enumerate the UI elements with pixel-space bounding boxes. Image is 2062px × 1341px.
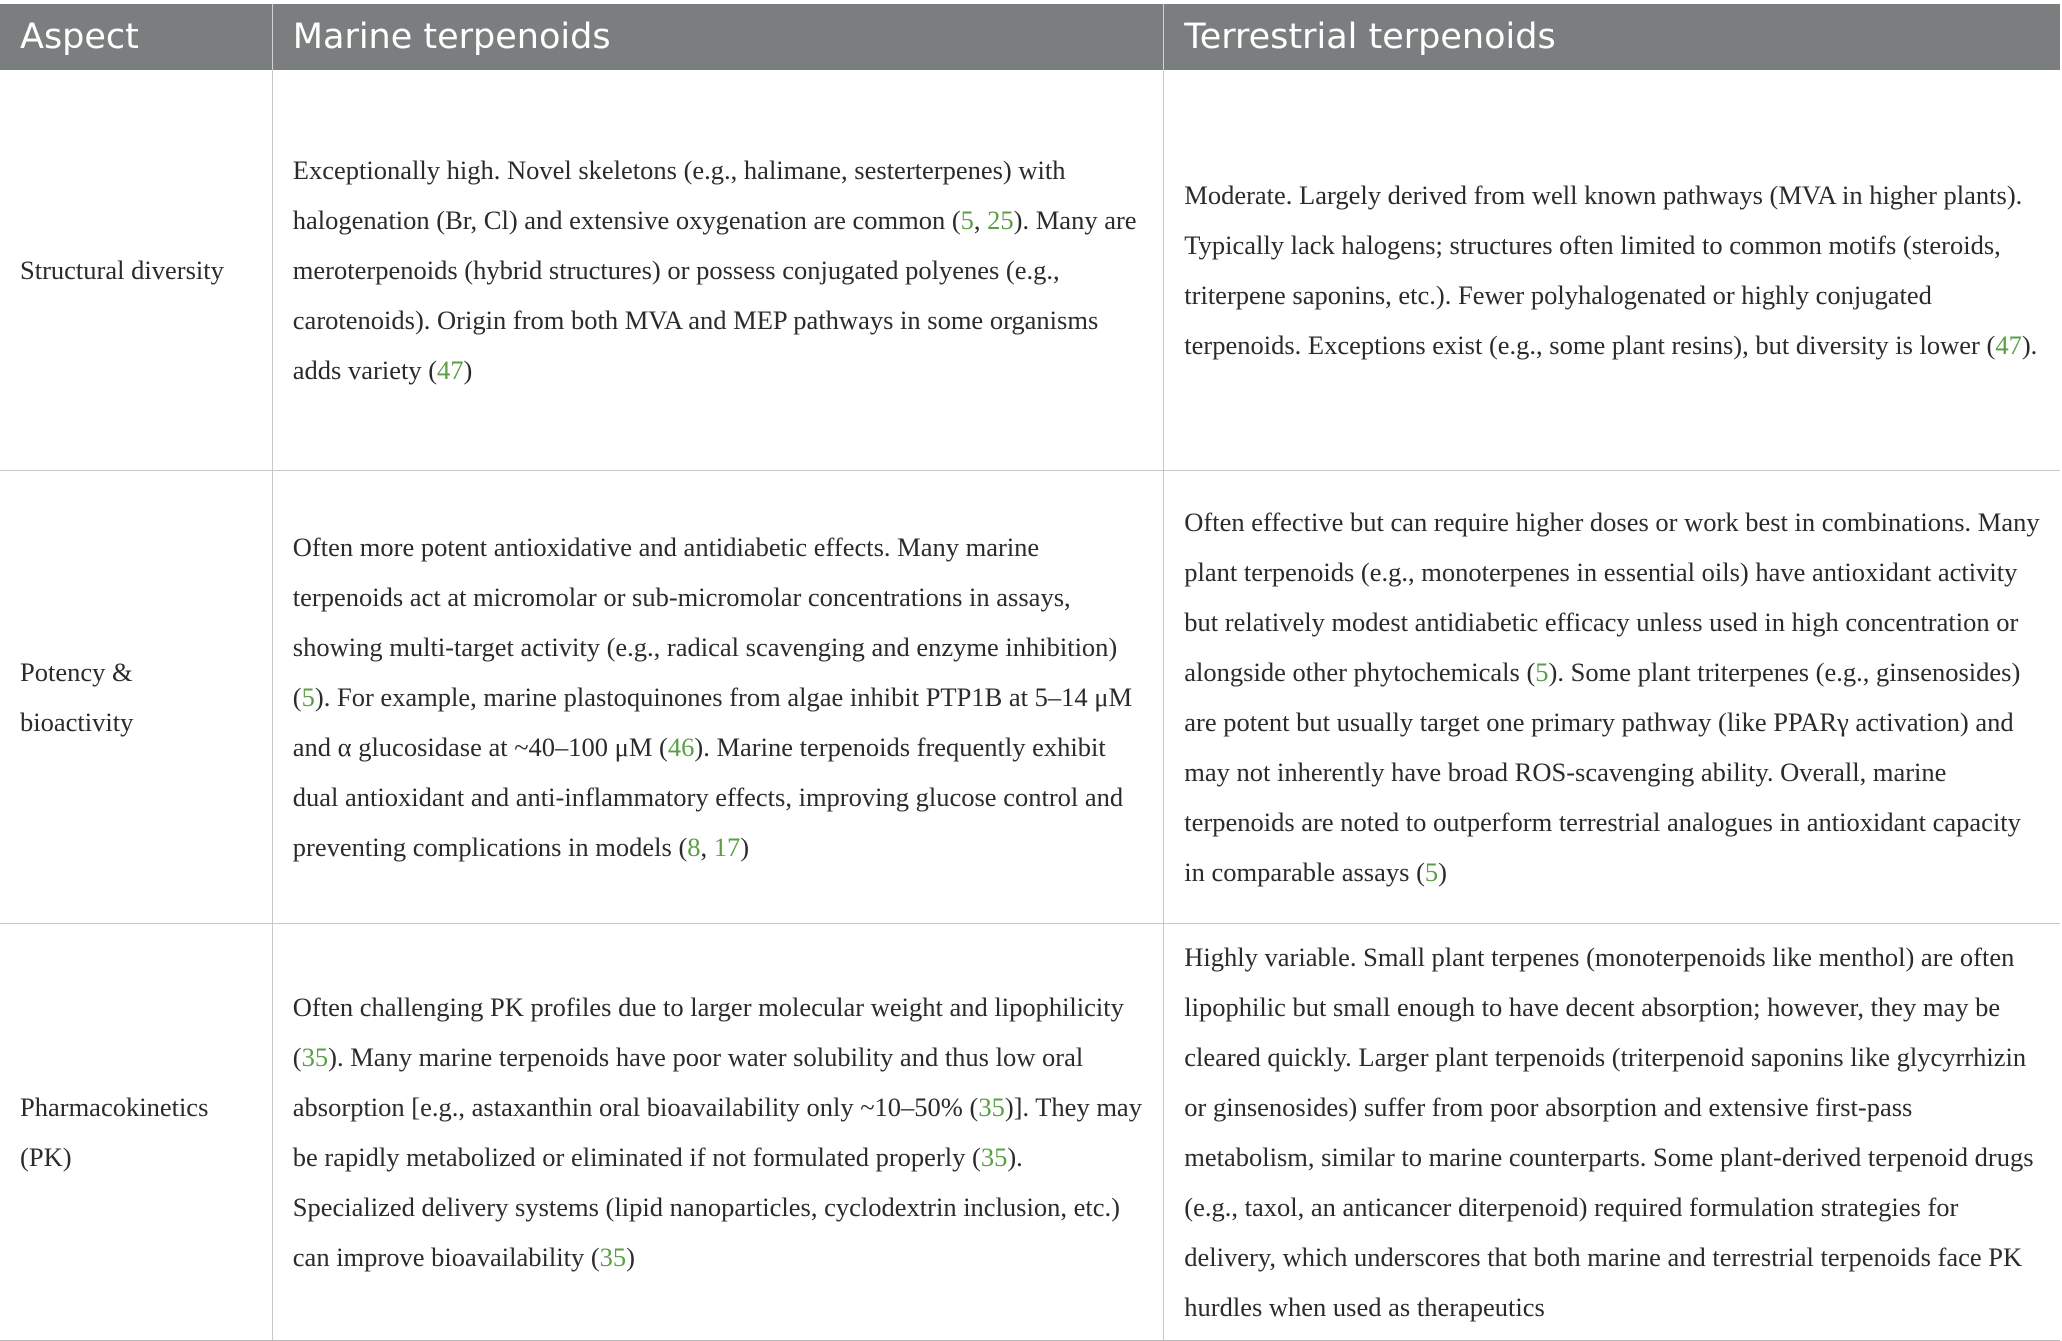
header-row [0,4,2060,70]
citation-link[interactable]: 46 [667,732,695,762]
citation-link[interactable]: 47 [437,355,464,385]
comparison-table [0,4,2060,1341]
header-aspect: Aspect [0,4,272,70]
header-terrestrial: Terrestrial terpenoids [1164,4,2060,70]
citation-link[interactable]: 5 [1535,657,1549,687]
aspect-cell: Structural diversity [0,70,272,471]
terrestrial-cell: Often effective but can require higher doses or work best in combinations. Many plant terpenoids (e.g., monoterpenes in essential oils) have antioxidant activity but relatively modest antidiabetic efficacy unless used in high concentration or alongside other phytochemicals (5). Some plant triterpenes (e.g., ginsenosides) are potent but usually target one primary pathway (like PPARγ activation) and may not inherently have broad ROS-scavenging ability. Overall, marine terpenoids are noted to outperform terrestrial analogues in antioxidant capacity in comparable assays (5) [1164,471,2060,924]
aspect-cell: Pharmacokinetics (PK) [0,924,272,1341]
citation-link[interactable]: 5 [960,205,974,235]
citation-link[interactable]: 47 [1995,330,2022,360]
aspect-cell: Potency & bioactivity [0,471,272,924]
citation-link[interactable]: 35 [301,1042,329,1072]
terrestrial-cell: Moderate. Largely derived from well known pathways (MVA in higher plants). Typically lack halogens; structures often limited to common motifs (steroids, triterpene saponins, etc.). Fewer polyhalogenated or highly conjugated terpenoids. Exceptions exist (e.g., some plant resins), but diversity is lower (47). [1164,70,2060,471]
marine-cell: Often more potent antioxidative and antidiabetic effects. Many marine terpenoids act at micromolar or sub-micromolar concentrations in assays, showing multi-target activity (e.g., radical scavenging and enzyme inhibition) (5). For example, marine plastoquinones from algae inhibit PTP1B at 5–14 μM and α glucosidase at ~40–100 μM (46). Marine terpenoids frequently exhibit dual antioxidant and anti-inflammatory effects, improving glucose control and preventing complications in models (8, 17) [272,471,1163,924]
citation-link[interactable]: 35 [978,1092,1005,1122]
citation-link[interactable]: 35 [599,1242,627,1272]
citation-link[interactable]: 35 [980,1142,1008,1172]
terrestrial-cell: Highly variable. Small plant terpenes (monoterpenoids like menthol) are often lipophilic but small enough to have decent absorption; however, they may be cleared quickly. Larger plant terpenoids (triterpenoid saponins like glycyrrhizin or ginsenosides) suffer from poor absorption and extensive first-pass metabolism, similar to marine counterparts. Some plant-derived terpenoid drugs (e.g., taxol, an anticancer diterpenoid) required formulation strategies for delivery, which underscores that both marine and terrestrial terpenoids face PK hurdles when used as therapeutics [1164,924,2060,1341]
citation-link[interactable]: 5 [301,682,315,712]
marine-cell: Exceptionally high. Novel skeletons (e.g., halimane, sesterterpenes) with halogenation (Br, Cl) and extensive oxygenation are common (5, 25). Many are meroterpenoids (hybrid structures) or possess conjugated polyenes (e.g., carotenoids). Origin from both MVA and MEP pathways in some organisms adds variety (47) [272,70,1163,471]
table-row [0,70,2060,471]
citation-link[interactable]: 17 [713,832,741,862]
citation-link[interactable]: 25 [987,205,1014,235]
table-row [0,471,2060,924]
citation-link[interactable]: 5 [1424,857,1439,887]
header-marine: Marine terpenoids [272,4,1163,70]
citation-link[interactable]: 8 [687,832,701,862]
marine-cell: Often challenging PK profiles due to larger molecular weight and lipophilicity (35). Many marine terpenoids have poor water solubility and thus low oral absorption [e.g., astaxanthin oral bioavailability only ~10–50% (35)]. They may be rapidly metabolized or eliminated if not formulated properly (35). Specialized delivery systems (lipid nanoparticles, cyclodextrin inclusion, etc.) can improve bioavailability (35) [272,924,1163,1341]
table-row [0,924,2060,1341]
